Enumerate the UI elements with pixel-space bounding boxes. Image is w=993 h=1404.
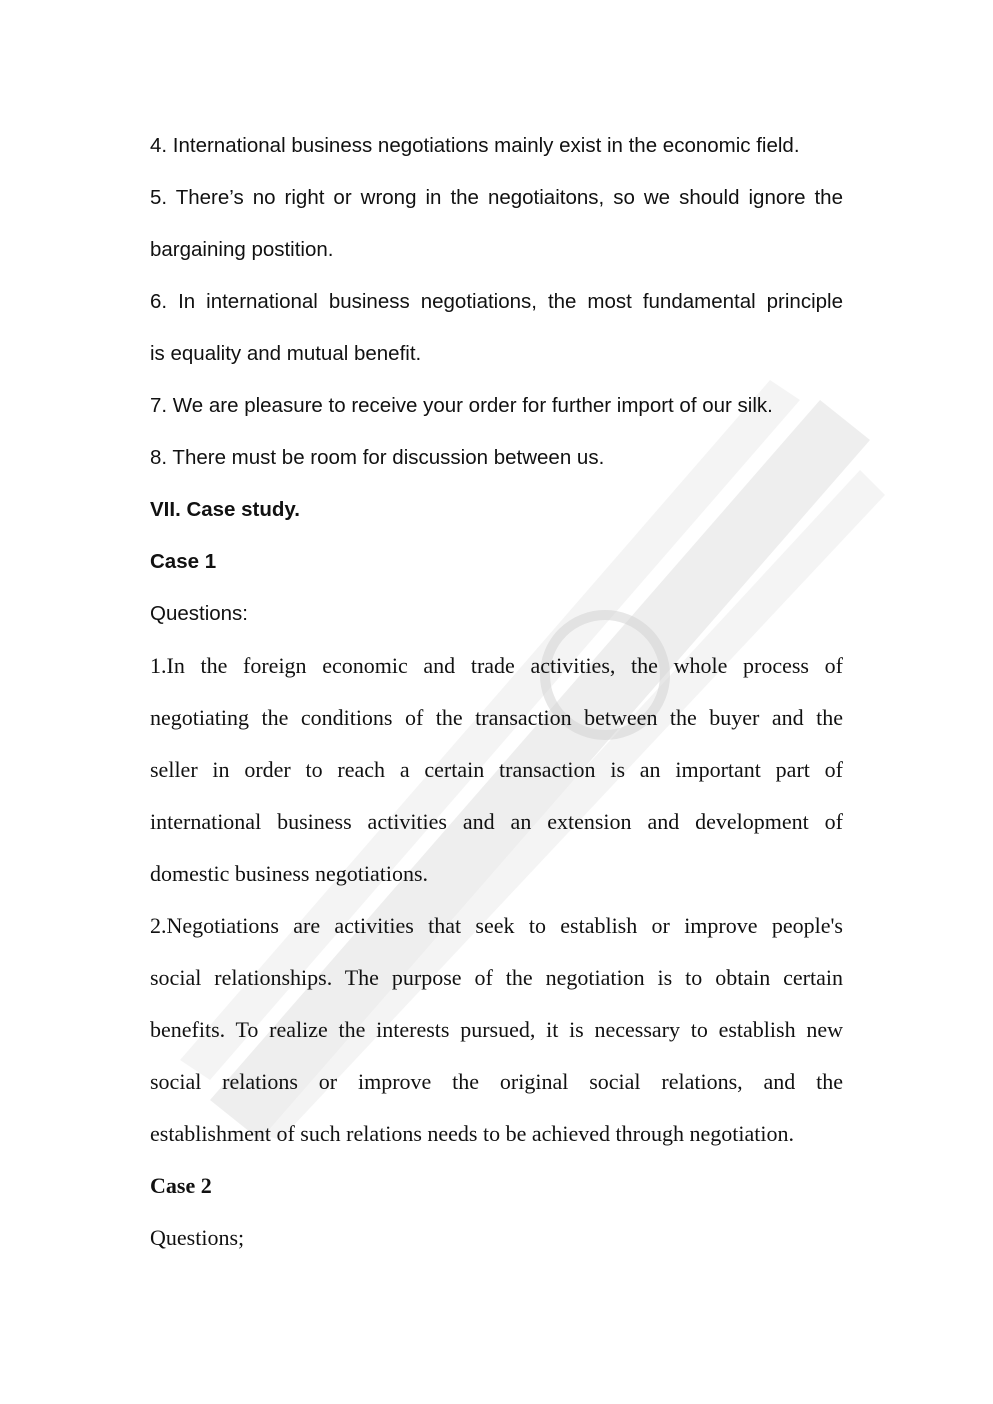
case-1-answer-2-line-3: benefits. To realize the interests pursued, it is necessary to establish new: [150, 1017, 843, 1042]
case-1-title: Case 1: [150, 550, 217, 573]
case-1-answer-2-line-2: social relationships. The purpose of the negotiation is to obtain certain: [150, 965, 843, 990]
case-1-answer-2-line-1: 2.Negotiations are activities that seek to establish or improve people's: [150, 913, 843, 938]
case-2-title: Case 2: [150, 1173, 212, 1198]
section-heading: VII. Case study.: [150, 498, 301, 521]
case-2-questions-label: Questions;: [150, 1225, 245, 1250]
case-1-answer-1-line-4: international business activities and an extension and development of: [150, 809, 843, 834]
case-1-answer-2-line-5: establishment of such relations needs to be achieved through negotiation.: [150, 1121, 794, 1146]
case-1-questions-label: Questions:: [150, 602, 248, 625]
case-1-answer-1-line-3: seller in order to reach a certain transaction is an important part of: [150, 757, 843, 782]
statement-5-line-1: 5. There’s no right or wrong in the negotiaitons, so we should ignore the: [150, 186, 843, 209]
case-1-answer-1-line-2: negotiating the conditions of the transaction between the buyer and the: [150, 705, 843, 730]
case-1-answer-2-line-4: social relations or improve the original social relations, and the: [150, 1069, 843, 1094]
statement-4: 4. International business negotiations mainly exist in the economic field.: [150, 134, 800, 157]
case-1-answer-1-line-5: domestic business negotiations.: [150, 861, 429, 886]
document-page: [150, 120, 843, 1264]
statement-6-line-2: is equality and mutual benefit.: [150, 342, 422, 365]
statement-6-line-1: 6. In international business negotiations, the most fundamental principle: [150, 290, 843, 313]
case-1-answer-1-line-1: 1.In the foreign economic and trade activities, the whole process of: [150, 653, 843, 678]
statement-5-line-2: bargaining postition.: [150, 238, 334, 261]
statement-8: 8. There must be room for discussion between us.: [150, 446, 605, 469]
statement-7: 7. We are pleasure to receive your order for further import of our silk.: [150, 394, 773, 417]
